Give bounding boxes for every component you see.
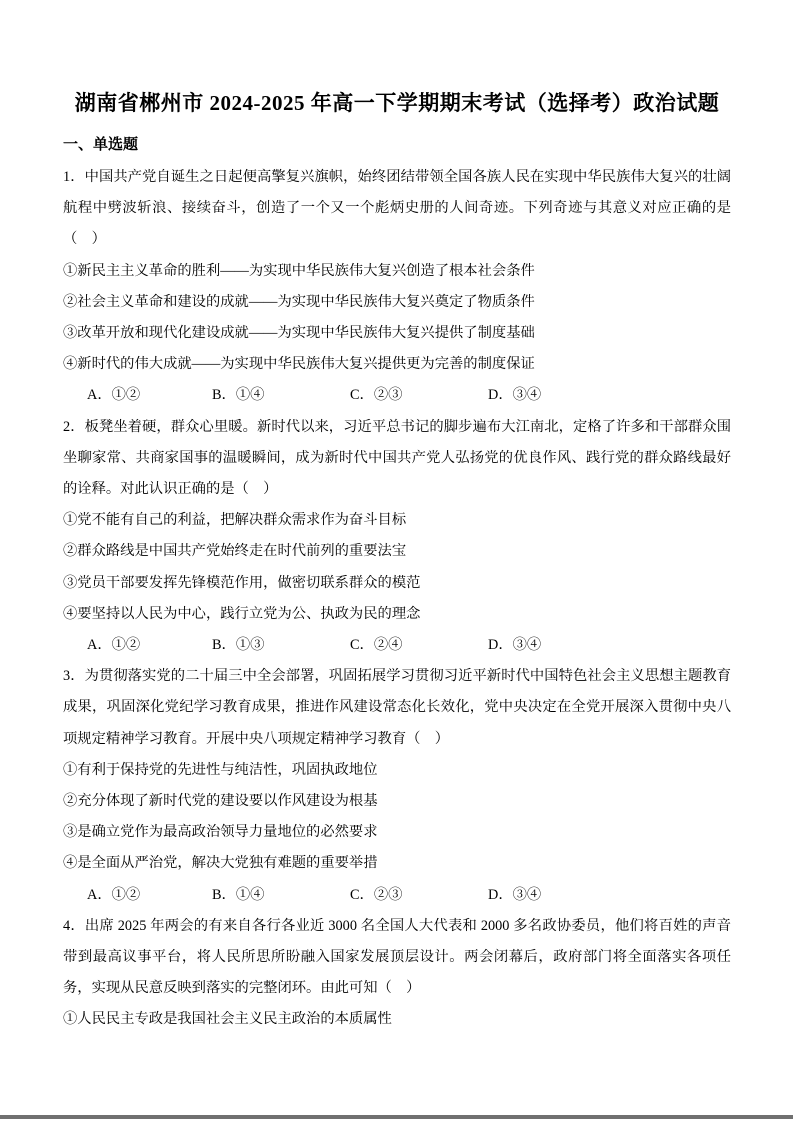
answer-choice-A: A．①② — [87, 637, 141, 654]
question-option-item-1: ①人民民主专政是我国社会主义民主政治的本质属性 — [63, 1011, 392, 1028]
window-bottom-border — [0, 1115, 793, 1119]
question-2 — [63, 412, 731, 662]
answer-choice-A: A．①② — [87, 886, 141, 903]
question-list — [63, 162, 731, 1036]
question-option-item-1: ①新民主主义革命的胜利——为实现中华民族伟大复兴创造了根本社会条件 — [63, 262, 535, 279]
answer-choice-D: D．③④ — [488, 387, 542, 404]
answer-choice-row — [63, 880, 731, 911]
question-option-item-1: ①有利于保持党的先进性与纯洁性，巩固执政地位 — [63, 761, 378, 778]
answer-choice-A: A．①② — [87, 387, 141, 404]
question-option-item-4: ④新时代的伟大成就——为实现中华民族伟大复兴提供更为完善的制度保证 — [63, 356, 535, 373]
question-3 — [63, 661, 731, 911]
answer-choice-D: D．③④ — [488, 637, 542, 654]
answer-choice-B: B．①③ — [212, 637, 265, 654]
question-option-item-3: ③改革开放和现代化建设成就——为实现中华民族伟大复兴提供了制度基础 — [63, 325, 535, 342]
question-option-item-2: ②充分体现了新时代党的建设要以作风建设为根基 — [63, 793, 378, 810]
answer-choice-B: B．①④ — [212, 387, 265, 404]
question-stem: 4．出席 2025 年两会的有来自各行各业近 3000 名全国人大代表和 2000 多名政协委员，他们将百姓的声音带到最高议事平台，将人民所思所盼融入国家发展顶层设计。两会闭幕后，政府部门将全面落实各项任务，实现从民意反映到落实的完整闭环。由此可知（ ） — [63, 917, 731, 997]
question-option-item-4: ④要坚持以人民为中心，践行立党为公、执政为民的理念 — [63, 605, 421, 622]
question-option-item-2: ②群众路线是中国共产党始终走在时代前列的重要法宝 — [63, 543, 407, 560]
section-heading: 一、单选题 — [63, 137, 139, 153]
answer-choice-row — [63, 380, 731, 411]
question-option-item-1: ①党不能有自己的利益，把解决群众需求作为奋斗目标 — [63, 512, 407, 529]
question-4 — [63, 911, 731, 1036]
question-option-item-4: ④是全面从严治党，解决大党独有难题的重要举措 — [63, 855, 378, 872]
question-stem: 3．为贯彻落实党的二十届三中全会部署，巩固拓展学习贯彻习近平新时代中国特色社会主义思想主题教育成果，巩固深化党纪学习教育成果，推进作风建设常态化长效化，党中央决定在全党开展深入贯彻中央八项规定精神学习教育。开展中央八项规定精神学习教育（ ） — [63, 668, 731, 747]
answer-choice-D: D．③④ — [488, 886, 542, 903]
answer-choice-C: C．②③ — [350, 886, 403, 903]
question-stem: 2．板凳坐着硬，群众心里暖。新时代以来，习近平总书记的脚步遍布大江南北，定格了许多和干部群众围坐聊家常、共商家国事的温暖瞬间，成为新时代中国共产党人弘扬党的优良作风、践行党的群众路线最好的诠释。对此认识正确的是（ ） — [63, 418, 731, 498]
answer-choice-C: C．②④ — [350, 637, 403, 654]
question-option-item-3: ③党员干部要发挥先锋模范作用，做密切联系群众的模范 — [63, 574, 421, 591]
question-stem: 1．中国共产党自诞生之日起便高擎复兴旗帜，始终团结带领全国各族人民在实现中华民族伟大复兴的壮阔航程中劈波斩浪、接续奋斗，创造了一个又一个彪炳史册的人间奇迹。下列奇迹与其意义对应正确的是（ ） — [63, 169, 731, 248]
answer-choice-C: C．②③ — [350, 387, 403, 404]
question-option-item-3: ③是确立党作为最高政治领导力量地位的必然要求 — [63, 824, 378, 841]
answer-choice-B: B．①④ — [212, 886, 265, 903]
answer-choice-row — [63, 630, 731, 661]
question-1 — [63, 162, 731, 412]
question-option-item-2: ②社会主义革命和建设的成就——为实现中华民族伟大复兴奠定了物质条件 — [63, 293, 535, 310]
page-title: 湖南省郴州市 2024-2025 年高一下学期期末考试（选择考）政治试题 — [74, 91, 720, 115]
